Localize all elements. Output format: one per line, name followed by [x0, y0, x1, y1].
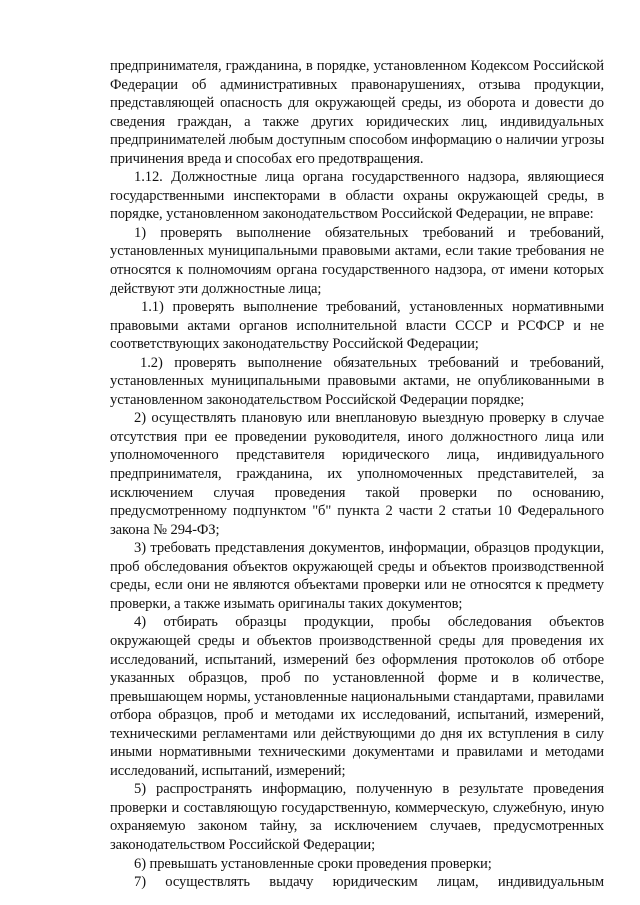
text-line: государственными инспекторами в области охраны окружающей среды, в: [110, 187, 604, 204]
text-line: 2) осуществлять плановую или внеплановую выездную проверку в случае: [134, 410, 604, 427]
text-line: соответствующих законодательству Российской Федерации;: [110, 336, 479, 353]
text-line: представляющей опасность для окружающей среды, из оборота и довести до: [110, 95, 604, 112]
text-line: уполномоченного представителя юридического лица, индивидуального: [110, 447, 604, 464]
text-line: установленном законодательством Российской Федерации порядке;: [110, 391, 525, 408]
text-line: 7) осуществлять выдачу юридическим лицам, индивидуальным: [134, 874, 604, 891]
text-line: 4) отбирать образцы продукции, пробы обследования объектов: [134, 614, 604, 631]
text-line: предпринимателя, гражданина, их уполномоченных представителей, за: [110, 466, 604, 483]
text-line: установленных муниципальными правовыми актами, не опубликованными в: [110, 373, 604, 390]
text-line: законодательством Российской Федерации;: [110, 836, 376, 853]
text-line: среды, если они не являются объектами проверки или не относятся к предмету: [110, 577, 604, 594]
text-line: исследований, испытаний, измерений без оформления протоколов об отборе: [110, 651, 604, 668]
text-line: 3) требовать представления документов, информации, образцов продукции,: [134, 540, 604, 557]
text-line: иными нормативными техническими документами и правилами и методами: [110, 744, 604, 761]
text-line: техническими регламентами или действующими до дня их вступления в силу: [110, 725, 604, 742]
text-line: Федерации об административных правонарушениях, отзыва продукции,: [110, 76, 604, 93]
text-line: проверки и составляющую государственную, коммерческую, служебную, иную: [110, 799, 604, 816]
text-line: 1.2) проверять выполнение обязательных требований и требований,: [140, 354, 604, 371]
text-line: 5) распространять информацию, полученную в результате проведения: [134, 781, 604, 798]
text-line: проб обследования объектов окружающей среды и объектов производственной: [110, 558, 604, 575]
text-line: причинения вреда и способах его предотвращения.: [110, 150, 424, 167]
text-line: предусмотренному подпунктом "б" пункта 2 части 2 статьи 10 Федерального: [110, 503, 604, 520]
text-line: 1) проверять выполнение обязательных требований и требований,: [134, 224, 604, 241]
text-line: 1.1) проверять выполнение требований, установленных нормативными: [141, 299, 604, 316]
text-line: 1.12. Должностные лица органа государственного надзора, являющиеся: [134, 169, 604, 186]
text-line: относятся к полномочиям органа государственного надзора, от имени которых: [110, 262, 604, 279]
text-line: действуют эти должностные лица;: [110, 280, 322, 297]
text-line: указанных образцов, проб по установленной форме и в количестве,: [110, 670, 604, 687]
text-line: отбора образцов, проб и методами их исследований, испытаний, измерений,: [110, 707, 604, 724]
text-line: охраняемую законом тайну, за исключением случаев, предусмотренных: [110, 818, 604, 835]
text-line: предпринимателей любым доступным способом информацию о наличии угрозы: [110, 132, 604, 149]
text-line: предпринимателя, гражданина, в порядке, установленном Кодексом Российской: [110, 58, 604, 74]
text-line: исключением случая проведения такой проверки по основанию,: [110, 484, 604, 501]
text-line: проверки, а также изымать оригиналы таких документов;: [110, 595, 463, 612]
document-body: [110, 57, 604, 892]
text-line: превышающем нормы, установленные национальными стандартами, правилами: [110, 688, 604, 705]
text-line: окружающей среды и объектов производственной среды для проведения их: [110, 632, 604, 649]
text-line: закона № 294-ФЗ;: [110, 521, 220, 538]
text-line: правовыми актами органов исполнительной власти СССР и РСФСР и не: [110, 317, 604, 334]
text-line: 6) превышать установленные сроки проведения проверки;: [134, 855, 492, 872]
text-line: отсутствия при ее проведении руководителя, иного должностного лица или: [110, 428, 604, 445]
text-line: исследований, испытаний, измерений;: [110, 762, 346, 779]
text-line: установленных муниципальными правовыми актами, если такие требования не: [110, 243, 604, 260]
text-line: порядке, установленном законодательством Российской Федерации, не вправе:: [110, 206, 594, 223]
text-line: сведения граждан, а также других юридических лиц, индивидуальных: [110, 113, 604, 130]
